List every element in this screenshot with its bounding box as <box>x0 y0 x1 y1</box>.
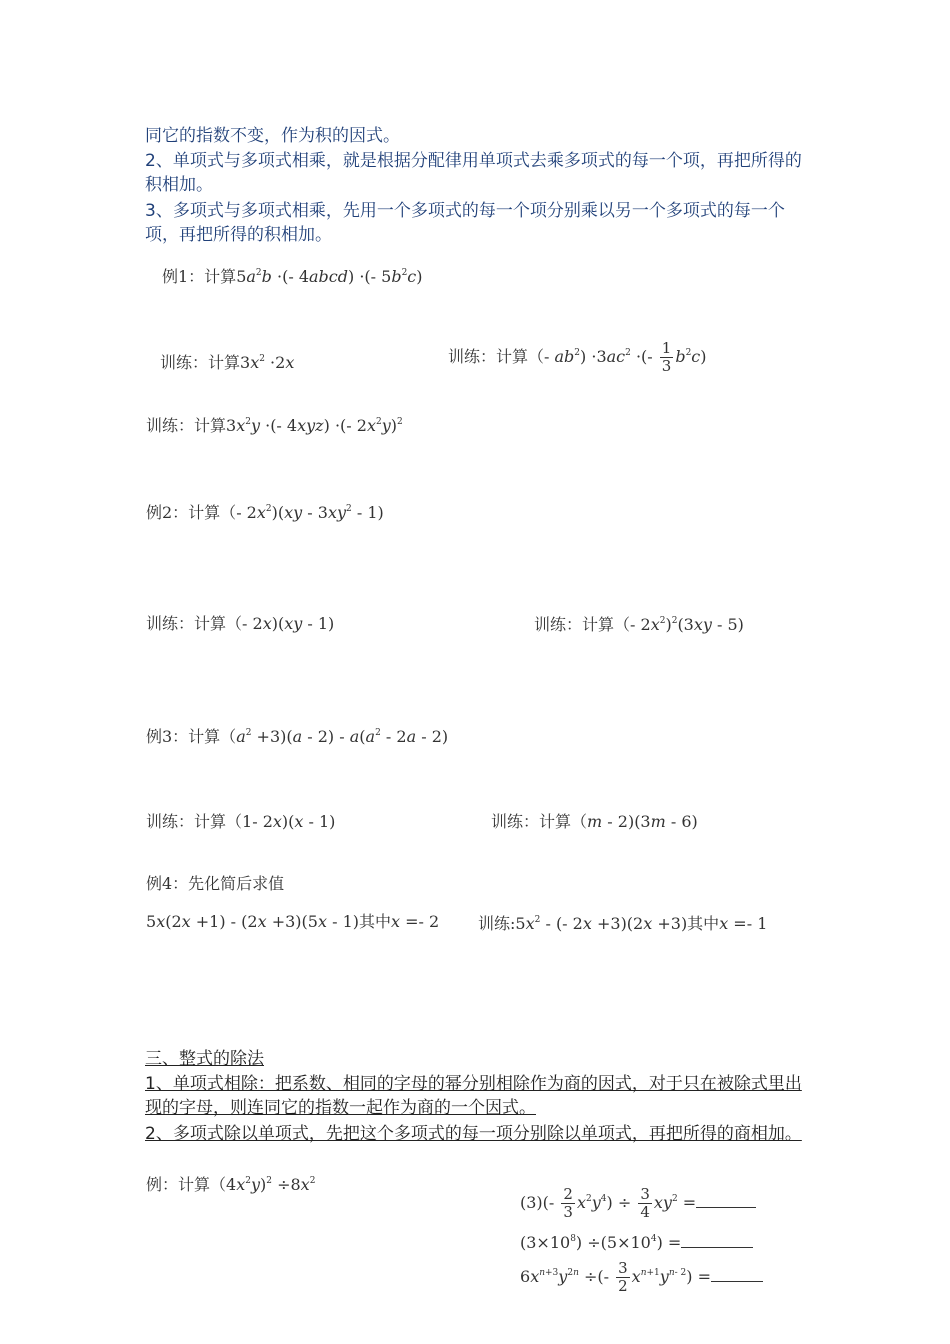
division-exercise-1: (3)(- $\frac{2}{3}$ $x^2y^4$) ÷ $\frac{3}{4}$ $xy^2$ = <box>520 1186 756 1221</box>
training-1a: 训练：计算$3x^2 \cdot 2x$ <box>160 353 295 372</box>
training-3a: 训练：计算（- 2x)(xy - 1) <box>146 614 335 633</box>
example-2: 例2：计算（- $2x^2)(xy - 3xy^2 - 1)$ <box>146 503 384 522</box>
fraction: $\frac{2}{3}$ <box>563 1185 573 1221</box>
answer-blank[interactable] <box>681 1233 753 1248</box>
division-heading: 三、整式的除法 <box>145 1049 264 1069</box>
answer-blank[interactable] <box>711 1267 763 1282</box>
answer-blank[interactable] <box>696 1193 756 1208</box>
division-exercise-2: $(3\times 10^8) \div(5\times 10^4)$ = <box>520 1233 753 1252</box>
fraction: $\frac{1}{3}$ <box>661 339 672 375</box>
training-5: 训练$:5x^2$ - (- 2x +3)(2x +3)其中x =- 1 <box>478 914 768 933</box>
division-rule-1: 1、单项式相除：把系数、相同的字母的幂分别相除作为商的因式，对于只在被除式里出现的字母，则连同它的指数一起作为商的一个因式。 <box>145 1074 802 1118</box>
training-4a: 训练：计算（1- 2x)(x - 1) <box>146 812 336 831</box>
division-exercise-3: $6x^{n+3}y^{2n}$ ÷(- $\frac{3}{2}$ $x^{n+1}y^{n- 2}$) = <box>520 1260 763 1295</box>
example-4-expression: 5x(2x +1) - (2x +3)(5x - 1)其中x =- 2 <box>146 912 440 931</box>
training-4b: 训练：计算（m - 2)(3m - 6) <box>491 812 698 831</box>
example-1: 例1：计算$5a^2b$ ·(- 4abcd) ·(- $5b^2c$) <box>162 267 423 286</box>
training-2: 训练：计算$3x^2y$ ·(- 4xyz) ·(- $2x^2y)^2$ <box>146 416 403 435</box>
training-3b: 训练：计算（- $2x^2)^2(3xy - 5)$ <box>534 615 744 634</box>
rule-monomial-times-polynomial: 2、单项式与多项式相乘，就是根据分配律用单项式去乘多项式的每一个项，再把所得的积相加。 <box>145 151 802 195</box>
fraction: $\frac{3}{2}$ <box>618 1259 628 1295</box>
intro-line-1: 同它的指数不变，作为积的因式。 <box>145 126 400 146</box>
division-rule-2: 2、多项式除以单项式，先把这个多项式的每一项分别除以单项式，再把所得的商相加。 <box>145 1124 802 1144</box>
division-example: 例：计算$(4x^2y)^2 \div 8x^2$ <box>146 1175 316 1194</box>
training-1b: 训练：计算（- $ab^2) \cdot 3ac^2$ ·(- $\frac{1}{3}$ $b^2c$) <box>448 339 707 375</box>
example-3: 例3：计算$(a^2 +3)(a - 2) - a(a^2 - 2a - 2)$ <box>146 727 449 746</box>
example-4-title: 例4：先化简后求值 <box>146 874 285 893</box>
fraction: $\frac{3}{4}$ <box>640 1185 650 1221</box>
rule-polynomial-times-polynomial: 3、多项式与多项式相乘，先用一个多项式的每一个项分别乘以另一个多项式的每一个项，再把所得的积相加。 <box>145 201 785 245</box>
